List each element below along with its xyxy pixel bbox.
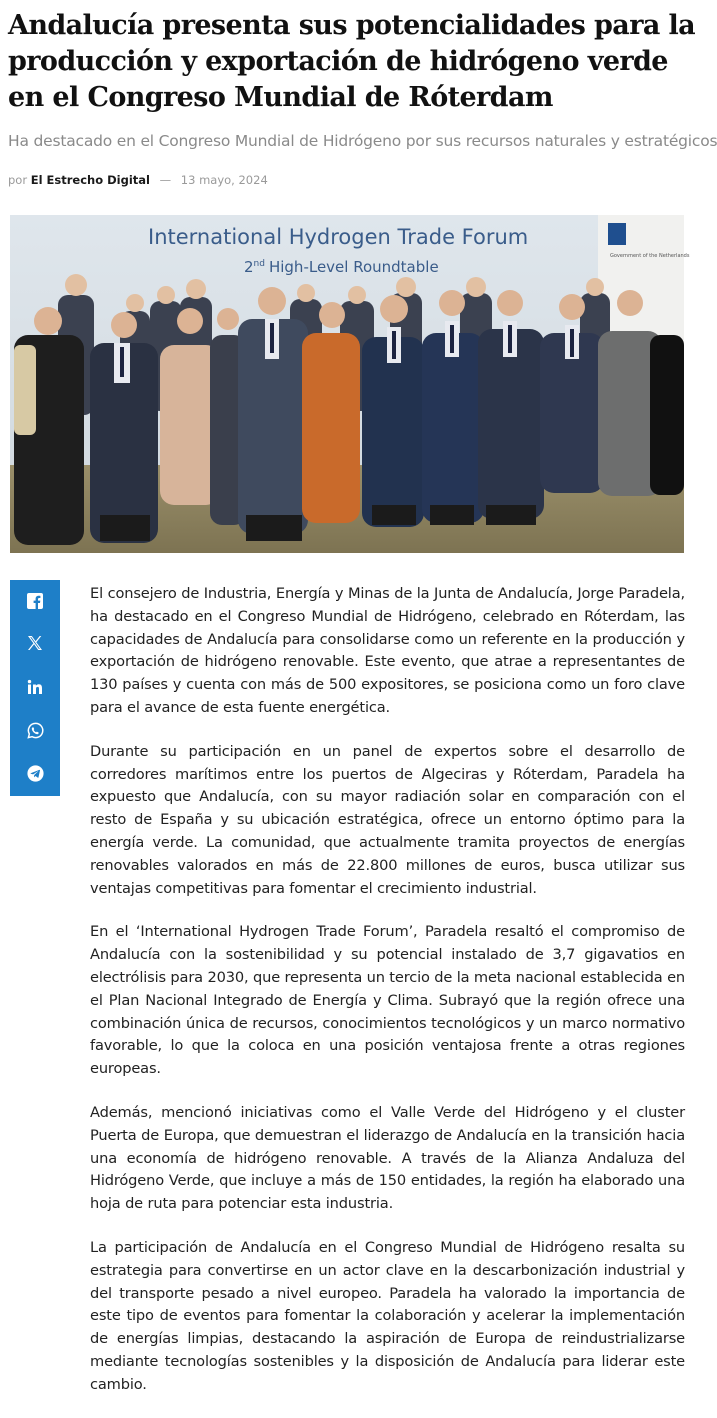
- telegram-icon: [27, 765, 44, 782]
- linkedin-icon: [27, 679, 43, 695]
- paragraph: Además, mencionó iniciativas como el Valle Verde del Hidrógeno y el cluster Puerta de Europa, que demuestran el liderazgo de Andalucía en la transición hacia una economía de hidrógeno renovable. A través de la Alianza Andaluza del Hidrógeno Verde, que incluye a más de 150 entidades, la región ha elaborado una hoja de ruta para potenciar esta industria.: [90, 1103, 685, 1213]
- byline-separator: —: [159, 173, 172, 187]
- share-bar: [10, 580, 60, 796]
- share-telegram-button[interactable]: [10, 752, 60, 794]
- banner-sub-suffix: nd: [253, 259, 265, 269]
- paragraph: Durante su participación en un panel de expertos sobre el desarrollo de corredores marítimos entre los puertos de Algeciras y Róterdam, Paradela ha expuesto que Andalucía, con su mayor radiación solar en comparación con el resto de España y su ubicación estratégica, ofrece un entorno óptimo para la energía verde. La comunidad, que actualmente tramita proyectos de energías renovables valorados en más de 22.800 millones de euros, busca utilizar sus ventajas competitivas para fomentar el crecimiento industrial.: [90, 742, 685, 897]
- paragraph: La participación de Andalucía en el Congreso Mundial de Hidrógeno resalta su estrategia para convertirse en un actor clave en la descarbonización industrial y del transporte pesado a nivel europeo. Paradela ha valorado la importancia de este tipo de eventos para fomentar la colaboración y acelerar la implementación de energías limpias, destacando la aspiración de Europa de reindustrializarse mediante tecnologías sostenibles y la disposición de Andalucía para liderar este cambio.: [90, 1238, 685, 1393]
- paragraph: El consejero de Industria, Energía y Minas de la Junta de Andalucía, Jorge Paradela, ha destacado en el Congreso Mundial de Hidrógeno, celebrado en Róterdam, las capacidades de Andalucía para consolidarse como un referente en la producción y exportación de hidrógeno renovable. Este evento, que atrae a representantes de 130 países y cuenta con más de 500 expositores, se posiciona como un foro clave para el avance de esta fuente energética.: [90, 585, 685, 716]
- share-x-button[interactable]: [10, 622, 60, 664]
- article-title: Andalucía presenta sus potencialidades para la producción y exportación de hidrógeno verde en el Congreso Mundial de Róterdam: [8, 10, 696, 113]
- hero-photo: [10, 215, 690, 553]
- author-link[interactable]: El Estrecho Digital: [30, 173, 150, 187]
- byline-prefix: por: [8, 173, 28, 187]
- article-body: [90, 583, 685, 1418]
- facebook-icon: [27, 593, 43, 609]
- banner-sub-number: 2: [244, 258, 254, 276]
- share-whatsapp-button[interactable]: [10, 709, 60, 751]
- banner-title: International Hydrogen Trade Forum: [148, 225, 529, 249]
- paragraph: En el ‘International Hydrogen Trade Forum’, Paradela resaltó el compromiso de Andalucía con la sostenibilidad y su potencial instalado de 3,7 gigavatios en electrólisis para 2030, que representa un tercio de la meta nacional establecida en el Plan Nacional Integrado de Energía y Clima. Subrayó que la región ofrece una combinación única de recursos, conocimientos tecnológicos y un marco normativo favorable, lo que la coloca en una posición ventajosa frente a otras regiones europeas.: [90, 923, 685, 1078]
- article-subtitle: Ha destacado en el Congreso Mundial de Hidrógeno por sus recursos naturales y estratégicos: [8, 132, 717, 150]
- whatsapp-icon: [27, 722, 44, 739]
- x-icon: [27, 635, 43, 651]
- share-facebook-button[interactable]: [10, 580, 60, 622]
- share-linkedin-button[interactable]: [10, 666, 60, 708]
- byline: [8, 172, 268, 188]
- svg-text:2ndHigh-Level Roundtable: [244, 258, 439, 276]
- publish-date: 13 mayo, 2024: [180, 173, 268, 187]
- netherlands-logo-text: Government of the Netherlands: [610, 253, 690, 259]
- banner-sub-text: High-Level Roundtable: [268, 258, 439, 276]
